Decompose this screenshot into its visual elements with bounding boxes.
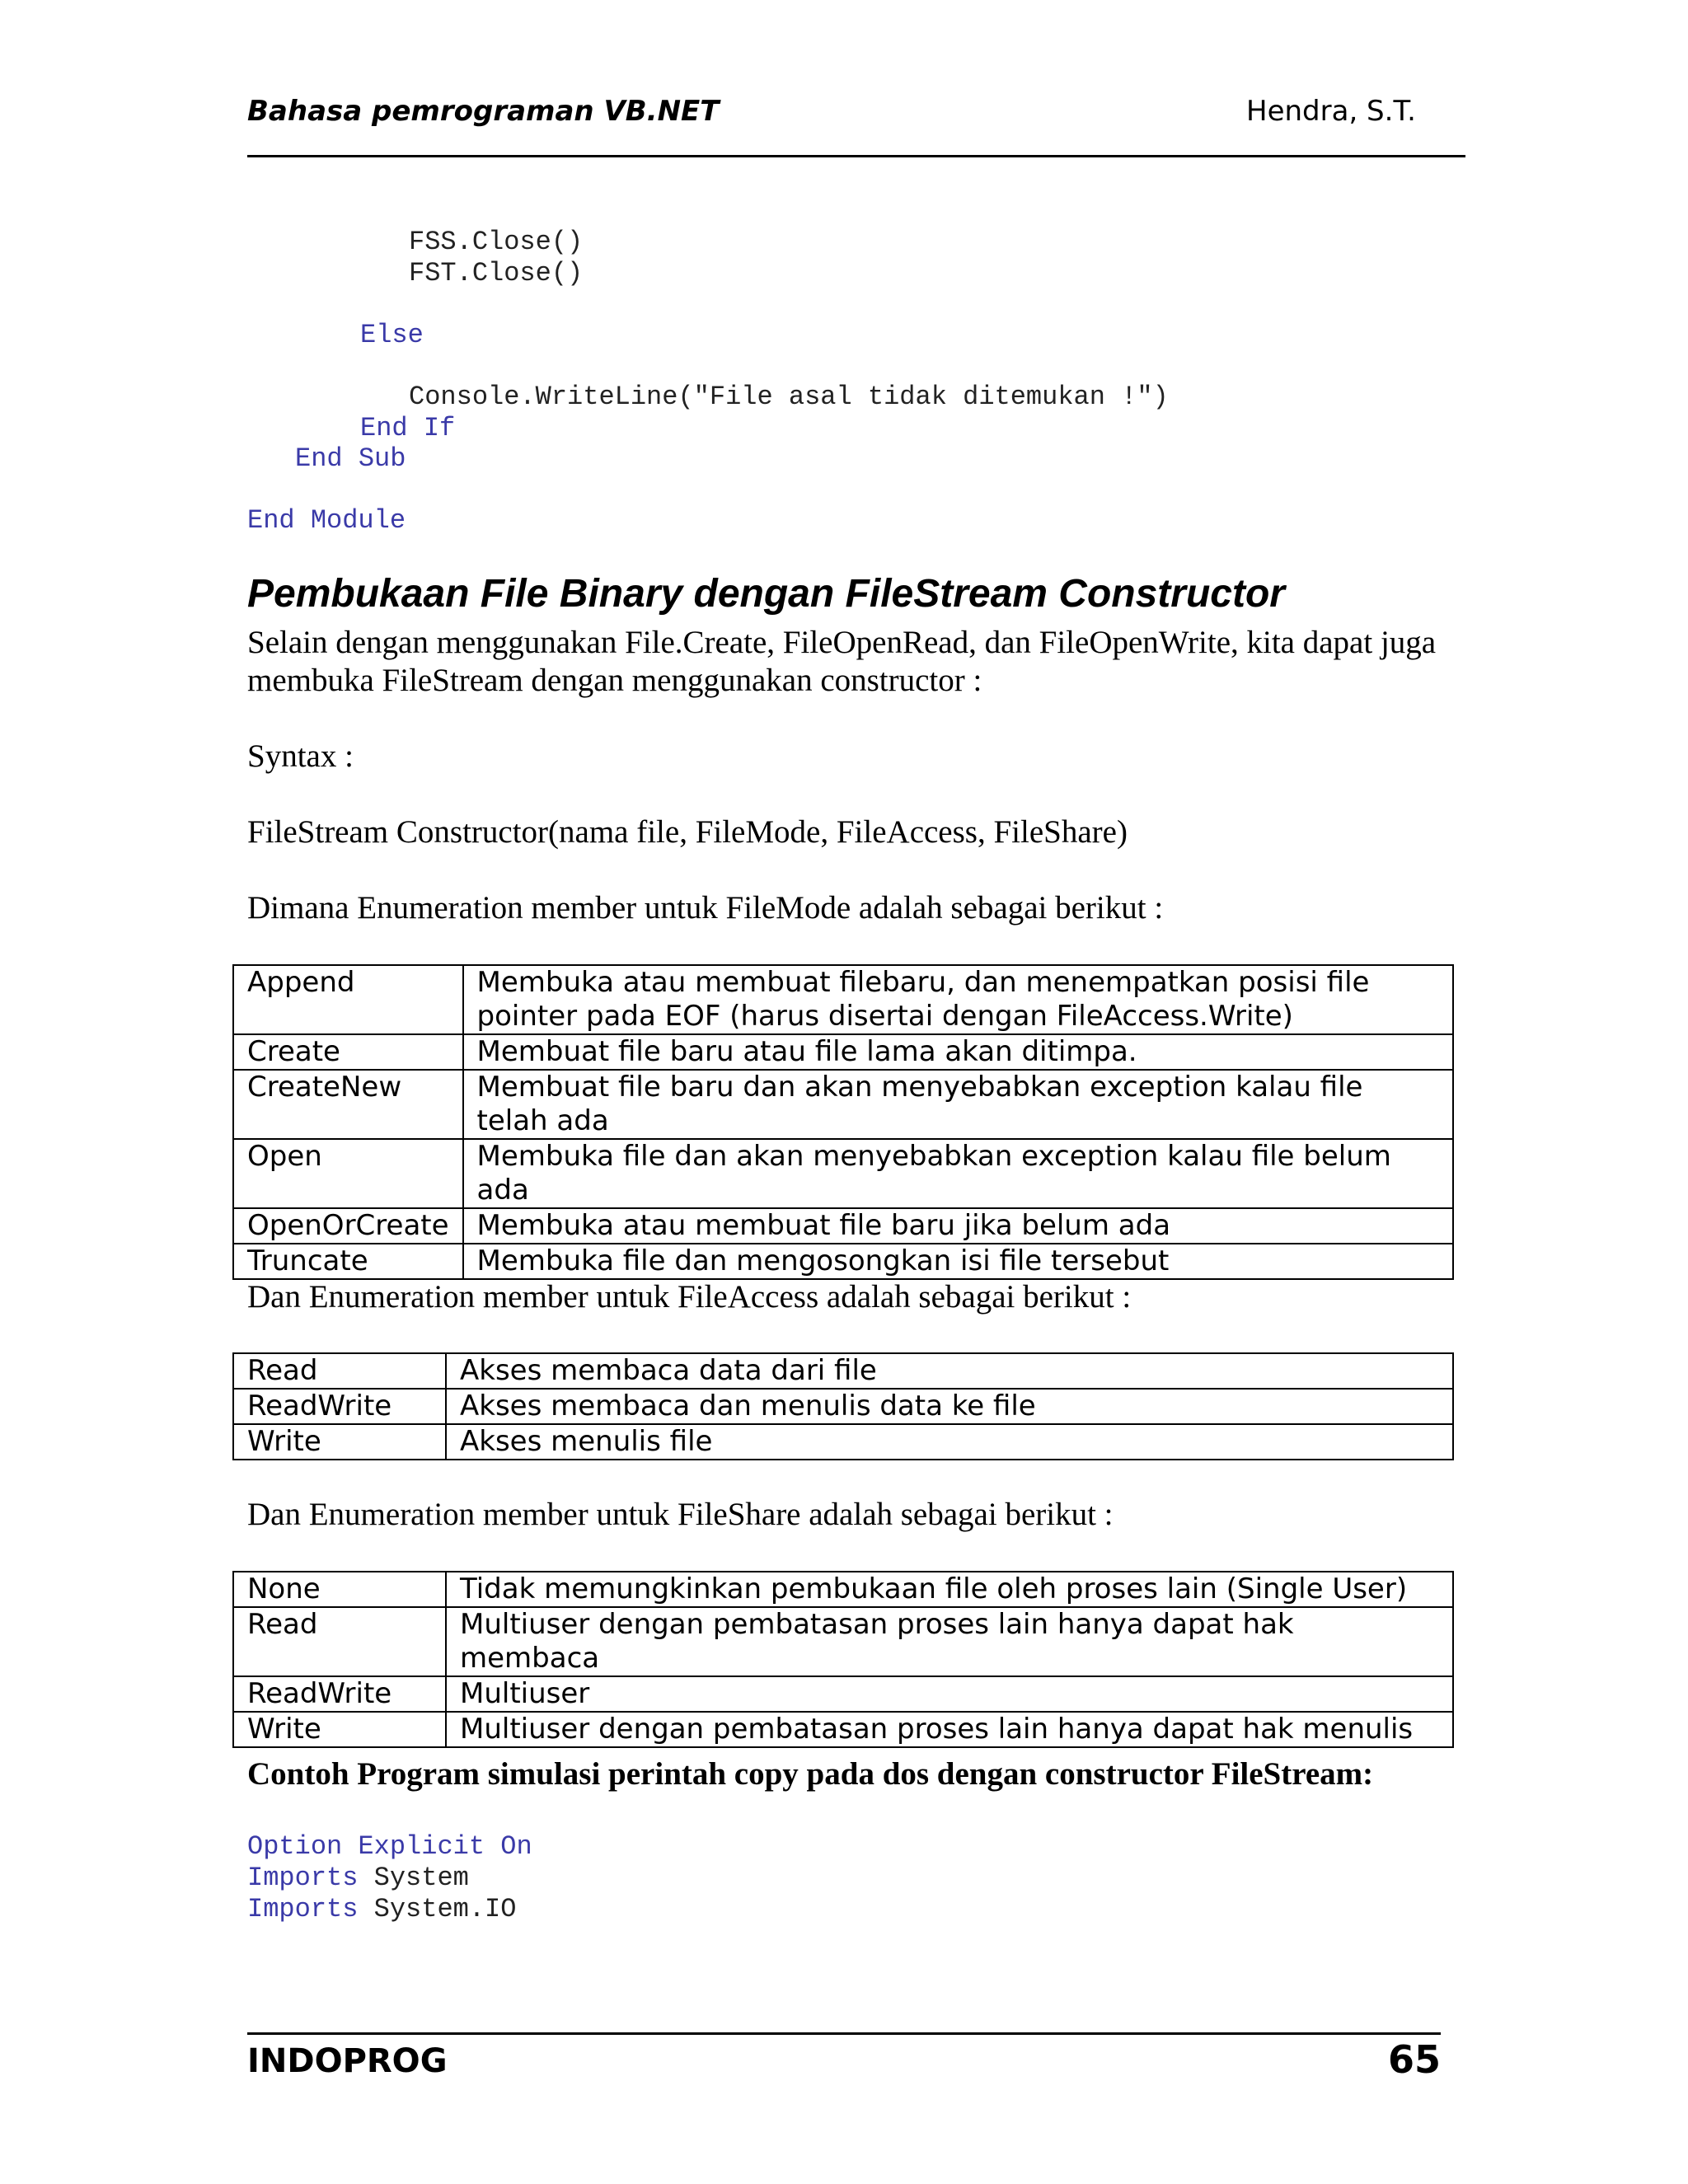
table-row (233, 965, 1453, 1034)
table-cell-desc: Multiuser dengan pembatasan proses lain hanya dapat hak menulis (446, 1712, 1453, 1747)
code-keyword-line: End If (360, 413, 456, 443)
table-cell-desc: Membuat file baru dan akan menyebabkan exception kalau file telah ada (463, 1070, 1453, 1139)
table-cell-name: Write (233, 1712, 446, 1747)
table-cell-desc: Membuka atau membuat file baru jika belum ada (463, 1208, 1453, 1244)
fileaccess-table (232, 1352, 1454, 1460)
syntax-text: FileStream Constructor(nama file, FileMode, FileAccess, FileShare) (247, 814, 1128, 850)
code-line: FST.Close() (409, 258, 584, 288)
table-row (233, 1572, 1453, 1607)
table-cell-name: None (233, 1572, 446, 1607)
table-cell-name: Create (233, 1034, 463, 1070)
table-cell-name: Open (233, 1139, 463, 1208)
code-line: Console.WriteLine("File asal tidak ditemukan !") (409, 382, 1169, 412)
code-line (247, 1894, 516, 1925)
code-identifier: System (373, 1863, 469, 1893)
syntax-label: Syntax : (247, 738, 354, 774)
table-row (233, 1070, 1453, 1139)
header-divider (247, 155, 1465, 157)
section-heading: Pembukaan File Binary dengan FileStream Constructor (247, 572, 1285, 616)
table-row (233, 1353, 1453, 1389)
table-cell-name: Append (233, 965, 463, 1034)
table-cell-desc: Multiuser (446, 1676, 1453, 1712)
table-row (233, 1139, 1453, 1208)
code-keyword: Imports (247, 1894, 359, 1924)
table-row (233, 1389, 1453, 1424)
table-cell-name: Read (233, 1353, 446, 1389)
code-line: FSS.Close() (409, 227, 584, 257)
table-row (233, 1034, 1453, 1070)
table-cell-name: Truncate (233, 1244, 463, 1279)
fileshare-intro: Dan Enumeration member untuk FileShare adalah sebagai berikut : (247, 1497, 1114, 1532)
code-keyword-line: Option Explicit On (247, 1831, 532, 1862)
code-line (247, 1863, 469, 1894)
code-keyword-line: End Sub (295, 443, 406, 474)
table-cell-desc: Membuka file dan akan menyebabkan exception kalau file belum ada (463, 1139, 1453, 1208)
table-row (233, 1424, 1453, 1460)
code-keyword: Imports (247, 1863, 359, 1893)
table-row (233, 1244, 1453, 1279)
table-row (233, 1208, 1453, 1244)
table-cell-name: ReadWrite (233, 1676, 446, 1712)
footer-divider (247, 2032, 1441, 2035)
table-row (233, 1676, 1453, 1712)
table-cell-name: Write (233, 1424, 446, 1460)
filemode-table (232, 964, 1454, 1280)
table-cell-name: OpenOrCreate (233, 1208, 463, 1244)
code-identifier: System.IO (373, 1894, 517, 1924)
table-row (233, 1712, 1453, 1747)
example-title: Contoh Program simulasi perintah copy pada dos dengan constructor FileStream: (247, 1756, 1374, 1792)
table-cell-desc: Membuat file baru atau file lama akan ditimpa. (463, 1034, 1453, 1070)
table-cell-desc: Akses menulis file (446, 1424, 1453, 1460)
header-author: Hendra, S.T. (1246, 95, 1416, 128)
footer-publisher: INDOPROG (247, 2042, 448, 2080)
table-cell-name: Read (233, 1607, 446, 1676)
fileshare-table (232, 1571, 1454, 1748)
table-cell-desc: Membuka file dan mengosongkan isi file tersebut (463, 1244, 1453, 1279)
page-header (247, 95, 1441, 136)
table-cell-desc: Akses membaca data dari file (446, 1353, 1453, 1389)
code-keyword-line: End Module (247, 505, 406, 536)
table-cell-desc: Membuka atau membuat filebaru, dan menempatkan posisi file pointer pada EOF (harus disertai dengan FileAccess.Write) (463, 965, 1453, 1034)
header-title: Bahasa pemrograman VB.NET (247, 95, 720, 128)
page-number: 65 (1387, 2037, 1441, 2082)
fileaccess-intro: Dan Enumeration member untuk FileAccess adalah sebagai berikut : (247, 1279, 1132, 1315)
table-cell-desc: Tidak memungkinkan pembukaan file oleh proses lain (Single User) (446, 1572, 1453, 1607)
table-cell-name: ReadWrite (233, 1389, 446, 1424)
intro-paragraph: Selain dengan menggunakan File.Create, FileOpenRead, dan FileOpenWrite, kita dapat juga membuka FileStream dengan menggunakan constructor : (247, 625, 1437, 698)
table-cell-desc: Multiuser dengan pembatasan proses lain hanya dapat hak membaca (446, 1607, 1453, 1676)
code-keyword-line: Else (360, 320, 424, 350)
table-cell-desc: Akses membaca dan menulis data ke file (446, 1389, 1453, 1424)
filemode-intro: Dimana Enumeration member untuk FileMode adalah sebagai berikut : (247, 890, 1164, 926)
table-row (233, 1607, 1453, 1676)
table-cell-name: CreateNew (233, 1070, 463, 1139)
